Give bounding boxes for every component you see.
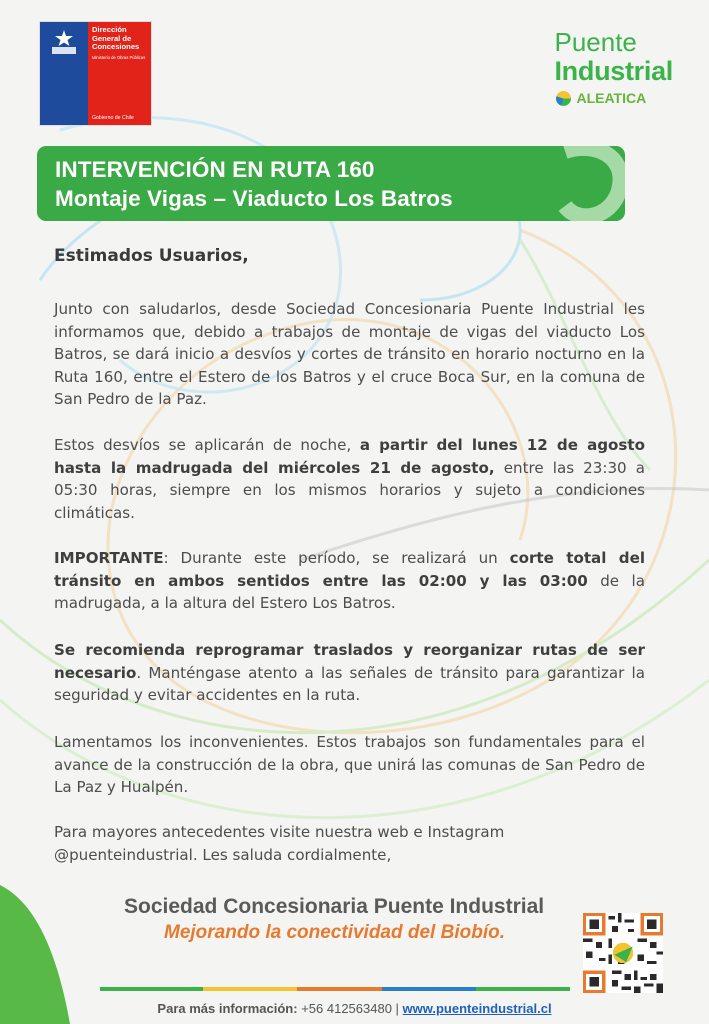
government-logo (40, 22, 151, 125)
paragraph-recommendation (54, 639, 645, 707)
important-closure: corte total del tránsito en ambos sentidos entre las 02:00 y las 03:00 (54, 549, 645, 590)
paragraph-intro: Junto con saludarlos, desde Sociedad Concesionaria Puente Industrial les informamos que, debido a trabajos de montaje de vigas del viaducto Los Batros, se dará inicio a desvíos y cortes de tránsito en horario nocturno en la Ruta 160, entre el Estero de los Batros y el cruce Boca Sur, en la comuna de San Pedro de la Paz. (54, 300, 645, 408)
signature-slogan: Mejorando la conectividad del Biobío. (164, 922, 505, 943)
important-text-d: de la madrugada, a la altura del Estero Los Batros. (54, 571, 646, 612)
schedule-text-a: Estos desvíos se aplicarán de noche, (54, 436, 360, 454)
recommendation-text: . Manténgase atento a las señales de tránsito para garantizar la seguridad y evitar accidentes en la ruta. (54, 663, 645, 704)
banner-title-line-1: INTERVENCIÓN EN RUTA 160 (55, 157, 375, 182)
paragraph-contact (54, 821, 645, 866)
footer-label: Para más información: (157, 1001, 298, 1016)
title-banner (37, 146, 625, 221)
schedule-dates: a partir del lunes 12 de agosto hasta la madrugada del miércoles 21 de agosto, (54, 436, 645, 477)
footer-phone: +56 412563480 | (297, 1001, 403, 1016)
recommendation-bold: Se recomienda reprogramar traslados y reorganizar rutas de ser necesario (54, 641, 645, 682)
footer-website-link[interactable]: www.puenteindustrial.cl (402, 1001, 552, 1016)
greeting: Estimados Usuarios, (54, 246, 249, 266)
puente-industrial-logo (554, 28, 673, 106)
aleatica-brand (554, 90, 673, 106)
aleatica-logo-icon (556, 91, 571, 106)
footer-contact (0, 1001, 709, 1016)
schedule-text-c: entre las 23:30 a 05:30 horas, siempre en los mismos horarios y sujeto a condiciones climáticas. (54, 458, 645, 522)
signature-company: Sociedad Concesionaria Puente Industrial (124, 895, 545, 918)
gov-ministry: Ministerio de Obras Públicas (92, 54, 146, 60)
brand-line-1: Puente (554, 27, 637, 57)
gov-title: Dirección General de Concesiones (92, 25, 140, 52)
paragraph-schedule (54, 434, 645, 524)
brand-line-2: Industrial (554, 56, 673, 86)
gov-footer: Gobierno de Chile (92, 115, 134, 121)
contact-line-1: Para mayores antecedentes visite nuestra web e Instagram (54, 823, 505, 841)
paragraph-important (54, 547, 645, 615)
important-label: IMPORTANTE (54, 549, 164, 567)
banner-swirl-icon (495, 146, 625, 221)
qr-code-icon[interactable] (583, 913, 663, 993)
footer-divider (100, 987, 570, 991)
important-text-b: : Durante este período, se realizará un (163, 549, 510, 567)
banner-title-line-2: Montaje Vigas – Viaducto Los Batros (55, 186, 453, 211)
paragraph-apology: Lamentamos los inconvenientes. Estos trabajos son fundamentales para el avance de la construcción de la obra, que unirá las comunas de San Pedro de La Paz y Hualpén. (54, 733, 645, 796)
chile-crest-icon (47, 28, 81, 58)
aleatica-label: ALEATICA (576, 90, 647, 106)
contact-line-2: @puenteindustrial. Les saluda cordialmente, (54, 845, 392, 864)
